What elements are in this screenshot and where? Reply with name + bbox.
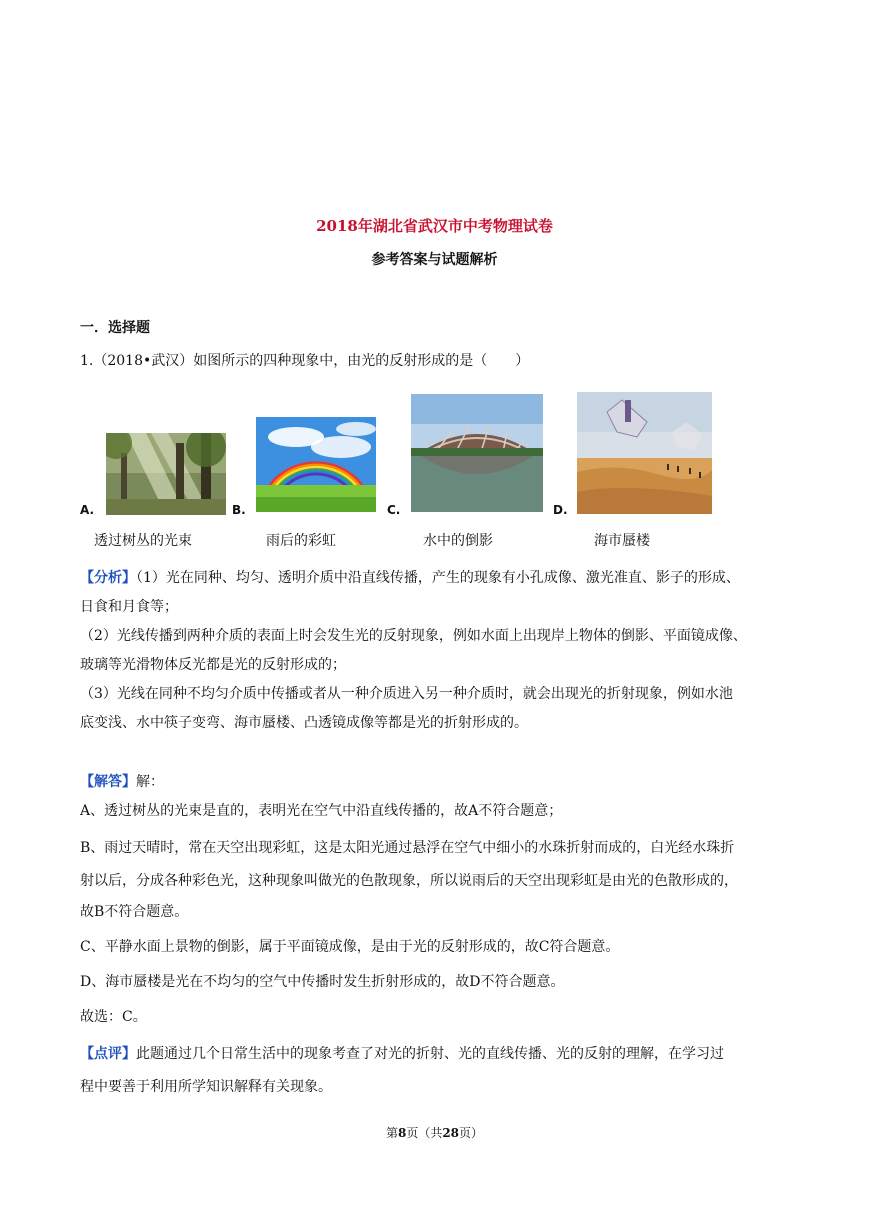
answer-line: 故选：C。 — [80, 1009, 147, 1025]
analysis-line: 玻璃等光滑物体反光都是光的反射形成的； — [80, 657, 346, 673]
analysis-block — [80, 564, 790, 738]
option-c-caption: 水中的倒影 — [423, 533, 493, 549]
analysis-line: 日食和月食等； — [80, 599, 178, 615]
analysis-line: （2）光线传播到两种介质的表面上时会发生光的反射现象，例如水面上出现岸上物体的倒影、平面镜成像、 — [80, 628, 747, 644]
option-a-letter: A. — [80, 503, 95, 517]
option-d-caption: 海市蜃楼 — [594, 533, 650, 549]
review-tag: 【点评】 — [80, 1046, 136, 1062]
option-a-caption: 透过树丛的光束 — [94, 533, 192, 549]
desert-mirage-image — [577, 392, 712, 514]
option-c-letter: C. — [387, 503, 401, 517]
analysis-tag: 【分析】 — [80, 570, 136, 586]
answer-intro: 【解答】解： — [80, 774, 164, 790]
document-title: 2018年湖北省武汉市中考物理试卷 — [316, 217, 553, 235]
question-stem: 1.（2018•武汉）如图所示的四种现象中，由光的反射形成的是（ ） — [80, 353, 530, 369]
review-block — [80, 1040, 790, 1102]
answer-line: A、透过树丛的光束是直的，表明光在空气中沿直线传播的，故A不符合题意； — [80, 803, 563, 819]
analysis-line: 【分析】（1）光在同种、均匀、透明介质中沿直线传播，产生的现象有小孔成像、激光准直、影子的形成、 — [80, 570, 740, 586]
review-line: 【点评】此题通过几个日常生活中的现象考查了对光的折射、光的直线传播、光的反射的理解，在学习过 — [80, 1046, 724, 1062]
rainbow-image — [256, 417, 376, 512]
page-number: 8 — [397, 1126, 407, 1140]
stadium-reflection-image — [411, 394, 543, 512]
option-b-caption: 雨后的彩虹 — [266, 533, 336, 549]
answer-line: 射以后，分成各种彩色光，这种现象叫做光的色散现象，所以说雨后的天空出现彩虹是由光的色散形成的， — [80, 873, 738, 889]
answer-line: C、平静水面上景物的倒影，属于平面镜成像，是由于光的反射形成的，故C符合题意。 — [80, 939, 620, 955]
option-b-letter: B. — [232, 503, 246, 517]
option-d-letter: D. — [553, 503, 568, 517]
page-footer: 第8页（共28页） — [385, 1126, 484, 1140]
answer-line: D、海市蜃楼是光在不均匀的空气中传播时发生折射形成的，故D不符合题意。 — [80, 974, 565, 990]
answer-tag: 【解答】 — [80, 774, 136, 790]
section-heading: 一．选择题 — [80, 320, 150, 336]
total-pages: 28 — [442, 1126, 460, 1140]
forest-light-beams-image — [106, 433, 226, 515]
review-line: 程中要善于利用所学知识解释有关现象。 — [80, 1079, 332, 1095]
analysis-line: （3）光线在同种不均匀介质中传播或者从一种介质进入另一种介质时，就会出现光的折射现象，例如水池 — [80, 686, 733, 702]
question-figure — [80, 390, 720, 555]
analysis-line: 底变浅、水中筷子变弯、海市蜃楼、凸透镜成像等都是光的折射形成的。 — [80, 715, 528, 731]
document-subtitle: 参考答案与试题解析 — [371, 252, 498, 268]
answer-block — [80, 768, 790, 1032]
answer-line: 故B不符合题意。 — [80, 904, 189, 920]
answer-line: B、雨过天晴时，常在天空出现彩虹，这是太阳光通过悬浮在空气中细小的水珠折射而成的，白光经水珠折 — [80, 840, 735, 856]
